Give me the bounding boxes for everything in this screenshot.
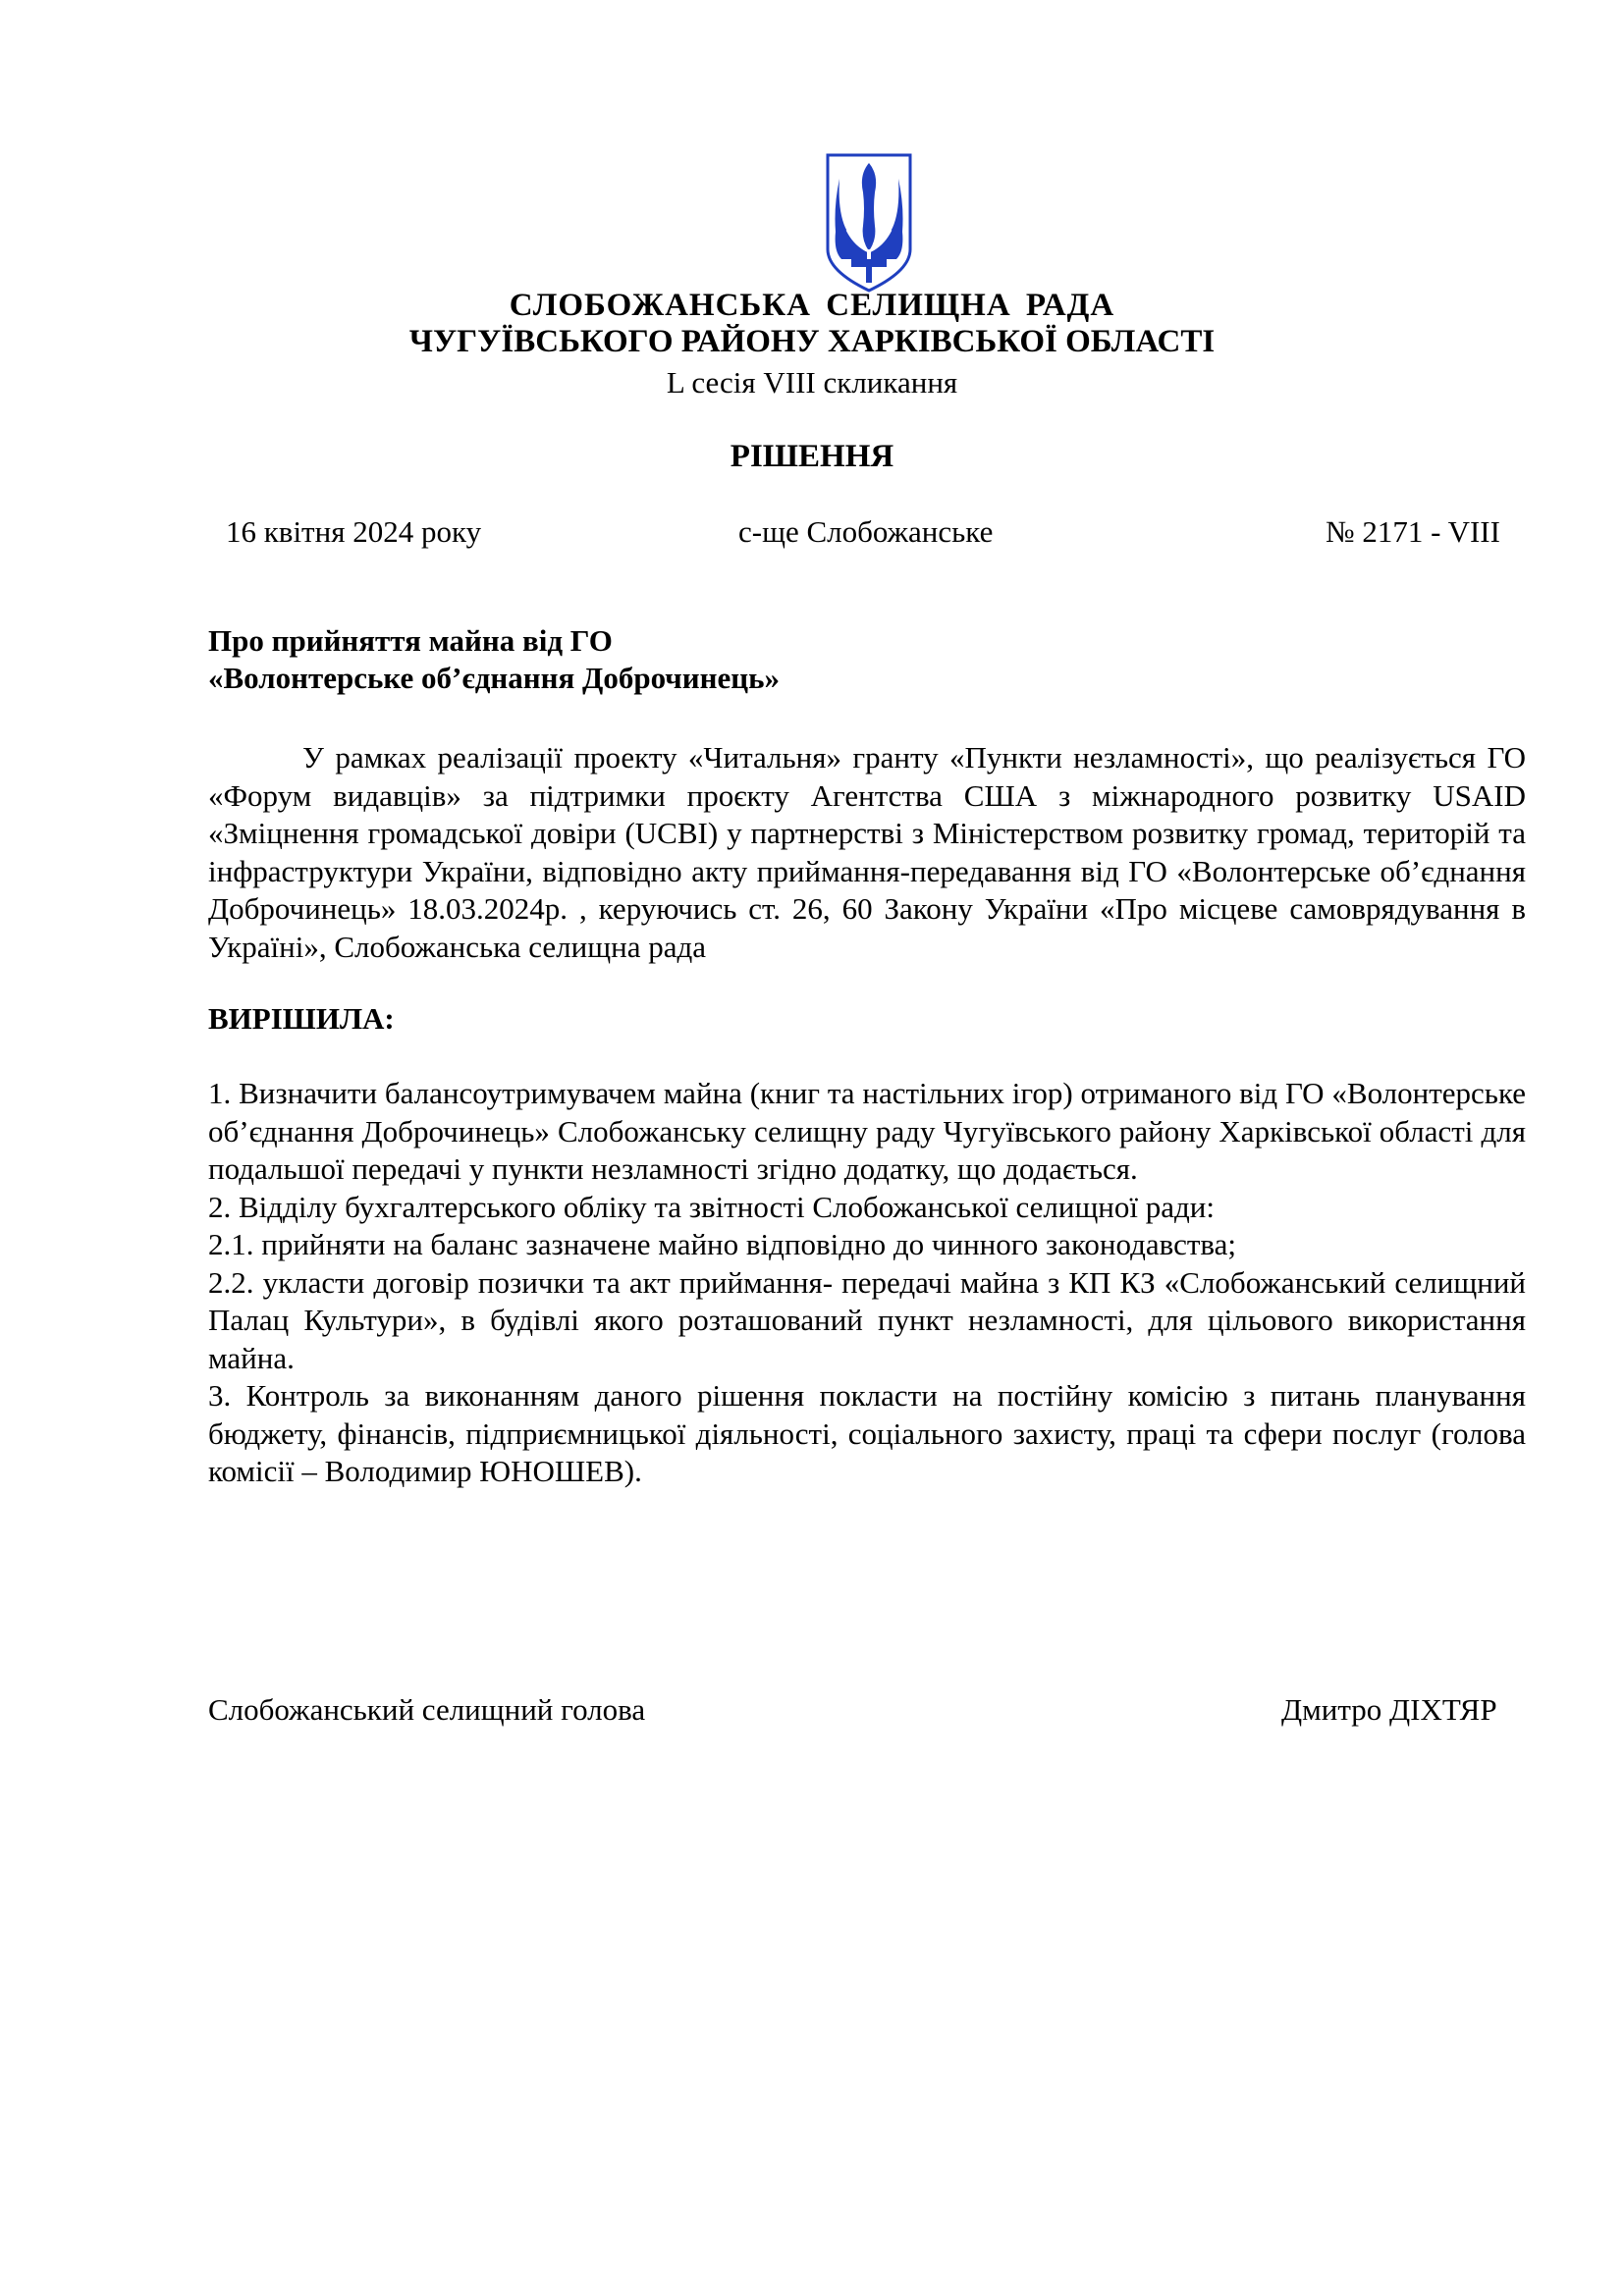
decision-item-2: 2. Відділу бухгалтерського обліку та звітності Слобожанської селищної ради: [208,1189,1215,1224]
ukraine-trident-emblem-icon [822,149,916,294]
council-name-line-2: ЧУГУЇВСЬКОГО РАЙОНУ ХАРКІВСЬКОЇ ОБЛАСТІ [408,324,1216,359]
signatory-name: Дмитро ДІХТЯР [1281,1692,1497,1727]
subject-line-1: Про прийняття майна від ГО [208,623,613,658]
decision-item-1: 1. Визначити балансоутримувачем майна (книг та настільних ігор) отриманого від ГО «Волонтерське об’єднання Доброчинець» Слобожанську селищну раду Чугуївського району Харківської області для подальшої передачі у пункти незламності згідно додатку, що додається. [208,1076,1526,1186]
decision-items [208,1075,1526,1491]
decision-place: с-ще Слобожанське [738,514,994,549]
resolved-label: ВИРІШИЛА: [208,1001,395,1036]
council-name-line-1: СЛОБОЖАНСЬКА СЕЛИЩНА РАДА [509,288,1115,323]
decision-title: РІШЕННЯ [730,439,894,474]
decision-item-2-2: 2.2. укласти договір позички та акт приймання- передачі майна з КП КЗ «Слобожанський селищний Палац Культури», в будівлі якого розташований пункт незламності, для цільового використання майна. [208,1264,1526,1375]
decision-subject [208,622,780,697]
decision-item-3: 3. Контроль за виконанням даного рішення покласти на постійну комісію з питань планування бюджету, фінансів, підприємницької діяльності, соціального захисту, праці та сфери послуг (голова комісії – Володимир ЮНОШЕВ). [208,1378,1526,1488]
decision-item-2-1: 2.1. прийняти на баланс зазначене майно відповідно до чинного законодавства; [208,1227,1237,1261]
signatory-position: Слобожанський селищний голова [208,1692,646,1727]
decision-number: № 2171 - VIII [1326,514,1500,549]
subject-line-2: «Волонтерське об’єднання Доброчинець» [208,661,780,695]
preamble-paragraph: У рамках реалізації проекту «Читальня» гранту «Пункти незламності», що реалізується ГО «Форум видавців» за підтримки проєкту Агентства США з міжнародного розвитку USAID «Зміцнення громадської довіри (UCBI) у партнерстві з Міністерством розвитку громад, територій та інфраструктури України, відповідно акту приймання-передавання від ГО «Волонтерське об’єднання Доброчинець» 18.03.2024р. , керуючись ст. 26, 60 Закону України «Про місцеве самоврядування в Україні», Слобожанська селищна рада [208,740,1526,964]
session-line: L сесія VIII скликання [666,365,958,400]
decision-date: 16 квітня 2024 року [226,514,482,549]
